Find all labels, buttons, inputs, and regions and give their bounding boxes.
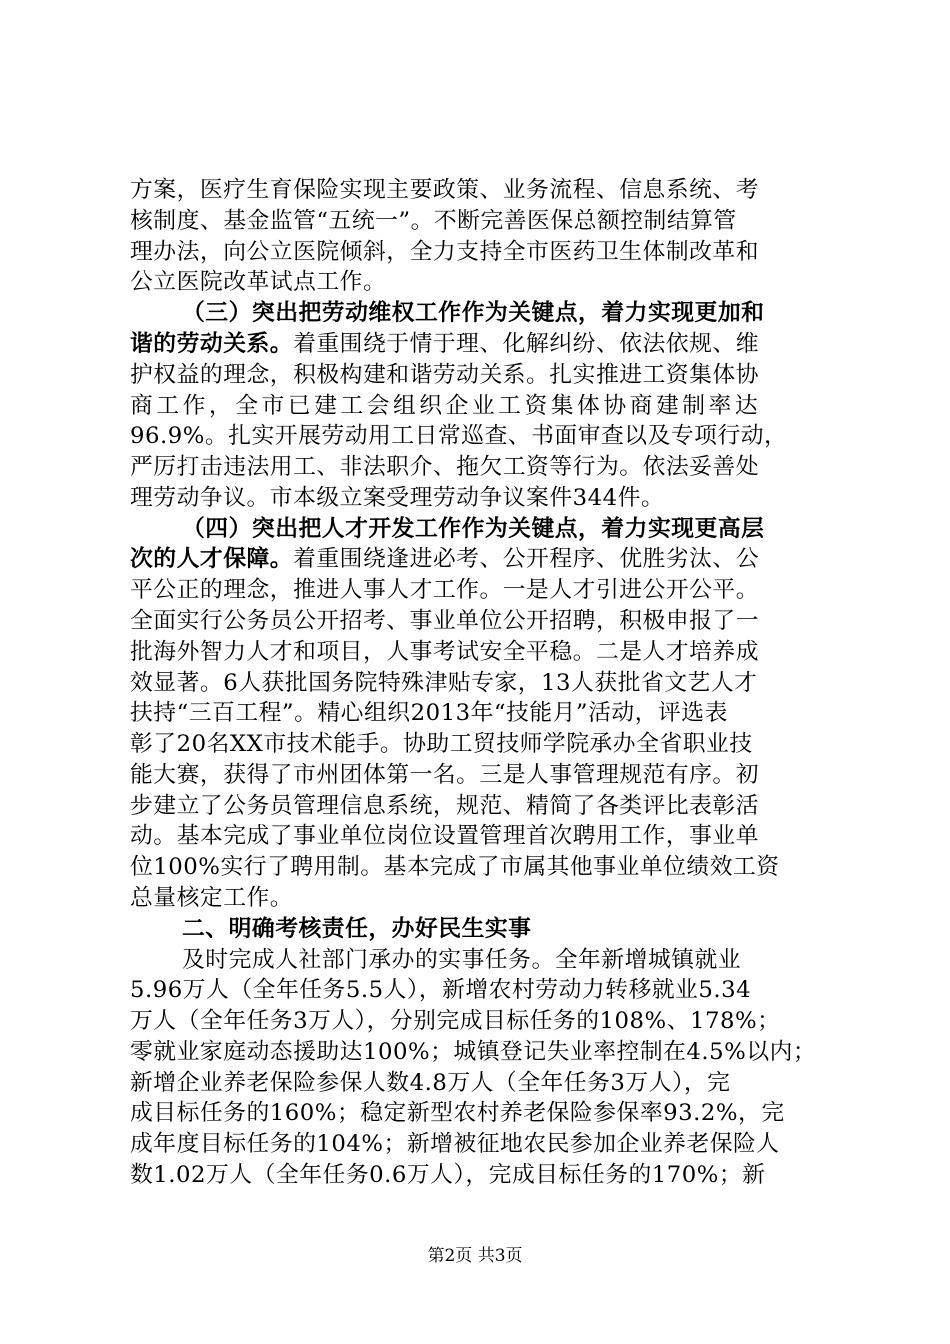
- body-line: 能大赛，获得了市州团体第一名。三是人事管理规范有序。初: [130, 761, 760, 788]
- body-line: 步建立了公务员管理信息系统，规范、精简了各类评比表彰活: [130, 792, 760, 819]
- body-line: 公立医院改革试点工作。: [130, 269, 387, 296]
- body-line: 5.96万人（全年任务5.5人），新增农村劳动力转移就业5.34: [130, 977, 752, 1004]
- body-line: 商工作，全市已建工会组织企业工资集体协商建制率达: [130, 392, 762, 419]
- body-line: 核制度、基金监管“五统一”。不断完善医保总额控制结算管: [130, 207, 737, 234]
- body-line: 方案，医疗生育保险实现主要政策、业务流程、信息系统、考: [130, 177, 760, 203]
- body-line: 总量核定工作。: [130, 885, 294, 911]
- section4-heading: （四）突出把人才开发工作作为关键点，着力实现更高层: [182, 515, 765, 542]
- page-footer: 第2页 共3页: [427, 1246, 523, 1266]
- section4-heading-line2: [130, 544, 830, 575]
- body-line: 位100%实行了聘用制。基本完成了市属其他事业单位绩效工资: [130, 854, 780, 881]
- body-line: 批海外智力人才和项目，人事考试安全平稳。二是人才培养成: [130, 638, 760, 665]
- section3-heading-line2: [130, 329, 830, 360]
- body-line: 护权益的理念，积极构建和谐劳动关系。扎实推进工资集体协: [130, 361, 760, 388]
- section3-text: 着重围绕于情于理、化解纠纷、依法依规、维: [293, 330, 760, 357]
- body-line: 严厉打击违法用工、非法职介、拖欠工资等行为。依法妥善处: [130, 454, 760, 480]
- body-line: 及时完成人社部门承办的实事任务。全年新增城镇就业: [182, 946, 742, 973]
- body-line: 零就业家庭动态援助达100%；城镇登记失业率控制在4.5%以内；: [130, 1038, 817, 1065]
- body-line: 彰了20名XX市技术能手。协助工贸技师学院承办全省职业技: [130, 731, 753, 758]
- body-line: 新增企业养老保险参保人数4.8万人（全年任务3万人），完: [130, 1069, 731, 1096]
- body-line: 理办法，向公立医院倾斜，全力支持全市医药卫生体制改革和: [130, 238, 760, 265]
- body-line: 平公正的理念，推进人事人才工作。一是人才引进公开公平。: [130, 577, 760, 604]
- body-line: 数1.02万人（全年任务0.6万人），完成目标任务的170%；新: [130, 1162, 766, 1188]
- body-line: 理劳动争议。市本级立案受理劳动争议案件344件。: [130, 484, 665, 511]
- body-line: 效显著。6人获批国务院特殊津贴专家，13人获批省文艺人才: [130, 669, 758, 696]
- section-heading: 二、明确考核责任，办好民生实事: [182, 915, 532, 942]
- section4-heading-end: 次的人才保障。: [130, 546, 294, 573]
- body-line: 96.9%。扎实开展劳动用工日常巡查、书面审查以及专项行动，: [130, 423, 788, 450]
- section4-text: 着重围绕逢进必考、公开程序、优胜劣汰、公: [293, 546, 760, 573]
- body-line: 扶持“三百工程”。精心组织2013年“技能月”活动，评选表: [130, 700, 728, 727]
- body-line: 动。基本完成了事业单位岗位设置管理首次聘用工作，事业单: [130, 823, 760, 850]
- body-line: 成年度目标任务的104%；新增被征地农民参加企业养老保险人: [130, 1131, 780, 1158]
- section3-heading-end: 谐的劳动关系。: [130, 330, 294, 357]
- body-line: 全面实行公务员公开招考、事业单位公开招聘，积极申报了一: [130, 607, 760, 634]
- body-line: 成目标任务的160%；稳定新型农村养老保险参保率93.2%，完: [130, 1100, 785, 1127]
- body-line: 万人（全年任务3万人），分别完成目标任务的108%、178%；: [130, 1008, 781, 1035]
- section3-heading: （三）突出把劳动维权工作作为关键点，着力实现更加和: [182, 300, 765, 327]
